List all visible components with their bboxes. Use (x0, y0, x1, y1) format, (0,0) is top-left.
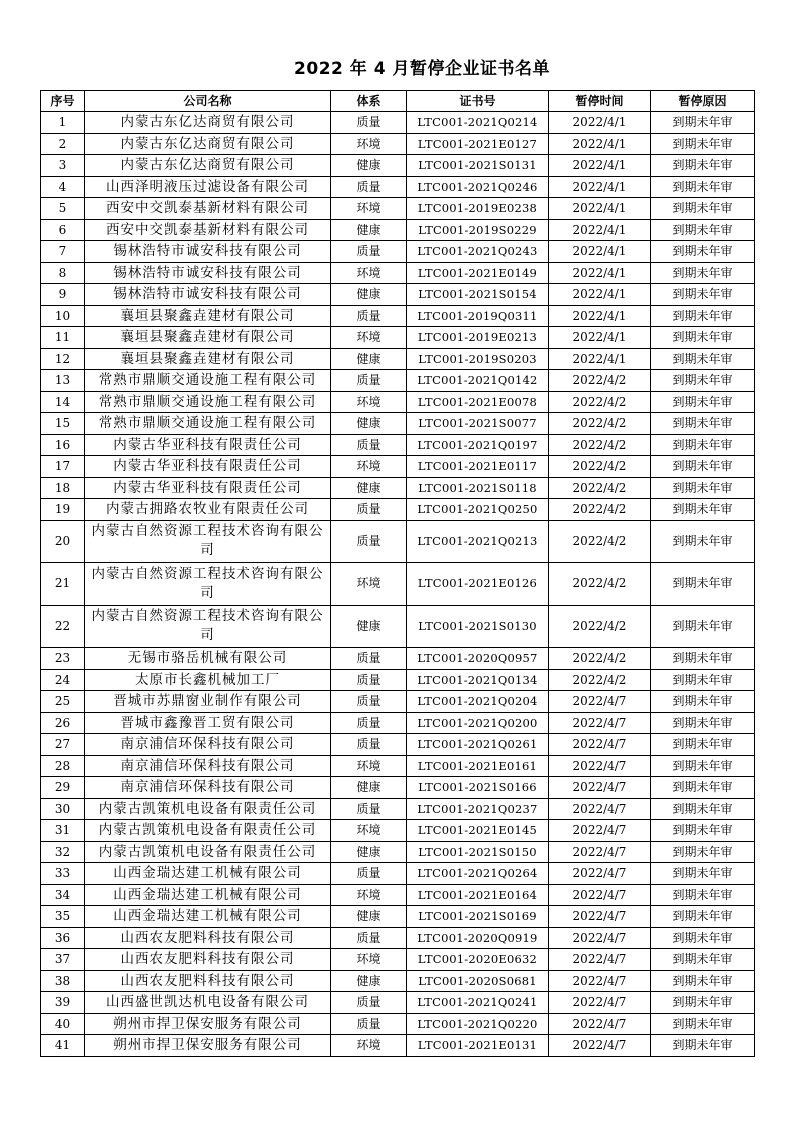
suspension-date: 2022/4/1 (549, 284, 651, 306)
suspension-date: 2022/4/1 (549, 348, 651, 370)
suspension-date: 2022/4/7 (549, 1013, 651, 1035)
system-type: 环境 (331, 198, 407, 220)
header-company: 公司名称 (85, 91, 331, 112)
company-name: 内蒙古拥路农牧业有限责任公司 (85, 499, 331, 521)
row-number: 16 (41, 434, 85, 456)
row-number: 6 (41, 219, 85, 241)
system-type: 质量 (331, 992, 407, 1014)
company-name: 襄垣县聚鑫垚建材有限公司 (85, 348, 331, 370)
suspension-date: 2022/4/1 (549, 305, 651, 327)
suspension-reason: 到期未年审 (651, 176, 755, 198)
certificate-number: LTC001-2021Q0261 (407, 734, 549, 756)
suspension-reason: 到期未年审 (651, 456, 755, 478)
row-number: 39 (41, 992, 85, 1014)
suspension-reason: 到期未年审 (651, 241, 755, 263)
suspended-certificates-table (40, 90, 755, 1057)
suspension-reason: 到期未年审 (651, 605, 755, 648)
table-row (41, 284, 755, 306)
system-type: 质量 (331, 241, 407, 263)
system-type: 健康 (331, 477, 407, 499)
company-name: 内蒙古自然资源工程技术咨询有限公司 (85, 520, 331, 563)
table-row (41, 348, 755, 370)
company-name: 山西农友肥料科技有限公司 (85, 970, 331, 992)
system-type: 环境 (331, 884, 407, 906)
certificate-number: LTC001-2021E0161 (407, 755, 549, 777)
table-row (41, 884, 755, 906)
certificate-number: LTC001-2021Q0250 (407, 499, 549, 521)
suspension-date: 2022/4/7 (549, 1035, 651, 1057)
suspension-date: 2022/4/7 (549, 798, 651, 820)
system-type: 健康 (331, 841, 407, 863)
table-row (41, 219, 755, 241)
row-number: 11 (41, 327, 85, 349)
company-name: 晋城市鑫豫晋工贸有限公司 (85, 712, 331, 734)
document-title: 2022 年 4 月暂停企业证书名单 (294, 59, 550, 79)
row-number: 41 (41, 1035, 85, 1057)
system-type: 环境 (331, 456, 407, 478)
system-type: 健康 (331, 777, 407, 799)
system-type: 健康 (331, 284, 407, 306)
company-name: 内蒙古东亿达商贸有限公司 (85, 155, 331, 177)
table-row (41, 176, 755, 198)
suspension-reason: 到期未年审 (651, 992, 755, 1014)
suspension-date: 2022/4/7 (549, 691, 651, 713)
suspension-date: 2022/4/2 (549, 605, 651, 648)
table-row (41, 133, 755, 155)
row-number: 22 (41, 605, 85, 648)
company-name: 朔州市捍卫保安服务有限公司 (85, 1035, 331, 1057)
suspension-date: 2022/4/7 (549, 906, 651, 928)
suspension-date: 2022/4/1 (549, 155, 651, 177)
certificate-number: LTC001-2021S0150 (407, 841, 549, 863)
system-type: 健康 (331, 970, 407, 992)
suspension-date: 2022/4/2 (549, 370, 651, 392)
table-row (41, 712, 755, 734)
suspension-reason: 到期未年审 (651, 520, 755, 563)
row-number: 38 (41, 970, 85, 992)
company-name: 太原市长鑫机械加工厂 (85, 669, 331, 691)
suspension-date: 2022/4/7 (549, 841, 651, 863)
table-header-row (41, 91, 755, 112)
company-name: 襄垣县聚鑫垚建材有限公司 (85, 327, 331, 349)
certificate-number: LTC001-2021Q0142 (407, 370, 549, 392)
row-number: 31 (41, 820, 85, 842)
row-number: 40 (41, 1013, 85, 1035)
suspension-date: 2022/4/2 (549, 648, 651, 670)
company-name: 内蒙古华亚科技有限责任公司 (85, 456, 331, 478)
system-type: 环境 (331, 1035, 407, 1057)
suspension-reason: 到期未年审 (651, 499, 755, 521)
certificate-number: LTC001-2021Q0243 (407, 241, 549, 263)
row-number: 26 (41, 712, 85, 734)
certificate-number: LTC001-2021S0130 (407, 605, 549, 648)
table-row (41, 327, 755, 349)
table-row (41, 198, 755, 220)
suspension-reason: 到期未年审 (651, 884, 755, 906)
certificate-number: LTC001-2020Q0957 (407, 648, 549, 670)
suspension-date: 2022/4/7 (549, 734, 651, 756)
system-type: 质量 (331, 798, 407, 820)
certificate-number: LTC001-2019S0229 (407, 219, 549, 241)
table-row (41, 992, 755, 1014)
system-type: 质量 (331, 927, 407, 949)
certificate-number: LTC001-2021S0118 (407, 477, 549, 499)
table-row (41, 477, 755, 499)
system-type: 环境 (331, 755, 407, 777)
row-number: 23 (41, 648, 85, 670)
system-type: 质量 (331, 1013, 407, 1035)
row-number: 13 (41, 370, 85, 392)
suspension-date: 2022/4/1 (549, 219, 651, 241)
company-name: 内蒙古东亿达商贸有限公司 (85, 133, 331, 155)
system-type: 质量 (331, 434, 407, 456)
suspension-date: 2022/4/2 (549, 434, 651, 456)
row-number: 27 (41, 734, 85, 756)
table-row (41, 863, 755, 885)
company-name: 西安中交凯泰基新材料有限公司 (85, 219, 331, 241)
header-reason: 暂停原因 (651, 91, 755, 112)
certificate-number: LTC001-2021Q0246 (407, 176, 549, 198)
table-row (41, 691, 755, 713)
certificate-number: LTC001-2021Q0220 (407, 1013, 549, 1035)
suspension-reason: 到期未年审 (651, 370, 755, 392)
company-name: 内蒙古凯策机电设备有限责任公司 (85, 841, 331, 863)
suspension-reason: 到期未年审 (651, 841, 755, 863)
suspension-date: 2022/4/7 (549, 755, 651, 777)
row-number: 9 (41, 284, 85, 306)
row-number: 21 (41, 563, 85, 606)
certificate-number: LTC001-2019Q0311 (407, 305, 549, 327)
suspension-date: 2022/4/2 (549, 413, 651, 435)
row-number: 1 (41, 112, 85, 134)
suspension-reason: 到期未年审 (651, 927, 755, 949)
certificate-number: LTC001-2021E0127 (407, 133, 549, 155)
system-type: 环境 (331, 391, 407, 413)
suspension-date: 2022/4/1 (549, 176, 651, 198)
row-number: 34 (41, 884, 85, 906)
row-number: 29 (41, 777, 85, 799)
suspension-reason: 到期未年审 (651, 734, 755, 756)
row-number: 30 (41, 798, 85, 820)
suspension-reason: 到期未年审 (651, 777, 755, 799)
header-system: 体系 (331, 91, 407, 112)
row-number: 5 (41, 198, 85, 220)
table-row (41, 520, 755, 563)
suspension-reason: 到期未年审 (651, 712, 755, 734)
suspension-date: 2022/4/7 (549, 712, 651, 734)
system-type: 质量 (331, 648, 407, 670)
certificate-number: LTC001-2021S0131 (407, 155, 549, 177)
company-name: 内蒙古凯策机电设备有限责任公司 (85, 798, 331, 820)
system-type: 健康 (331, 413, 407, 435)
suspension-reason: 到期未年审 (651, 219, 755, 241)
suspension-reason: 到期未年审 (651, 327, 755, 349)
row-number: 4 (41, 176, 85, 198)
suspension-reason: 到期未年审 (651, 155, 755, 177)
system-type: 健康 (331, 348, 407, 370)
suspension-reason: 到期未年审 (651, 755, 755, 777)
row-number: 12 (41, 348, 85, 370)
company-name: 内蒙古东亿达商贸有限公司 (85, 112, 331, 134)
suspension-reason: 到期未年审 (651, 691, 755, 713)
suspension-reason: 到期未年审 (651, 563, 755, 606)
row-number: 20 (41, 520, 85, 563)
suspension-date: 2022/4/1 (549, 241, 651, 263)
table-row (41, 669, 755, 691)
row-number: 33 (41, 863, 85, 885)
suspension-reason: 到期未年审 (651, 198, 755, 220)
suspension-date: 2022/4/1 (549, 262, 651, 284)
table-row (41, 734, 755, 756)
suspension-date: 2022/4/2 (549, 456, 651, 478)
suspension-date: 2022/4/7 (549, 992, 651, 1014)
system-type: 质量 (331, 112, 407, 134)
system-type: 质量 (331, 176, 407, 198)
system-type: 质量 (331, 863, 407, 885)
row-number: 15 (41, 413, 85, 435)
suspension-reason: 到期未年审 (651, 348, 755, 370)
system-type: 环境 (331, 820, 407, 842)
company-name: 内蒙古华亚科技有限责任公司 (85, 477, 331, 499)
suspension-date: 2022/4/1 (549, 327, 651, 349)
suspension-date: 2022/4/7 (549, 777, 651, 799)
certificate-number: LTC001-2019E0213 (407, 327, 549, 349)
header-certificate: 证书号 (407, 91, 549, 112)
company-name: 锡林浩特市诚安科技有限公司 (85, 284, 331, 306)
certificate-number: LTC001-2021S0169 (407, 906, 549, 928)
company-name: 山西金瑞达建工机械有限公司 (85, 906, 331, 928)
company-name: 南京浦信环保科技有限公司 (85, 755, 331, 777)
system-type: 质量 (331, 712, 407, 734)
suspension-reason: 到期未年审 (651, 262, 755, 284)
suspension-reason: 到期未年审 (651, 1013, 755, 1035)
certificate-number: LTC001-2020E0632 (407, 949, 549, 971)
table-row (41, 413, 755, 435)
suspension-date: 2022/4/2 (549, 563, 651, 606)
table-row (41, 1013, 755, 1035)
row-number: 14 (41, 391, 85, 413)
table-row (41, 820, 755, 842)
system-type: 质量 (331, 520, 407, 563)
certificate-number: LTC001-2021Q0200 (407, 712, 549, 734)
row-number: 17 (41, 456, 85, 478)
suspension-reason: 到期未年审 (651, 949, 755, 971)
table-row (41, 1035, 755, 1057)
table-row (41, 798, 755, 820)
suspension-reason: 到期未年审 (651, 391, 755, 413)
table-row (41, 755, 755, 777)
certificate-number: LTC001-2021E0149 (407, 262, 549, 284)
system-type: 健康 (331, 605, 407, 648)
system-type: 环境 (331, 949, 407, 971)
certificate-number: LTC001-2021Q0241 (407, 992, 549, 1014)
table-row (41, 841, 755, 863)
certificate-number: LTC001-2021E0117 (407, 456, 549, 478)
company-name: 南京浦信环保科技有限公司 (85, 777, 331, 799)
suspension-reason: 到期未年审 (651, 798, 755, 820)
suspension-reason: 到期未年审 (651, 284, 755, 306)
suspension-date: 2022/4/2 (549, 520, 651, 563)
company-name: 常熟市鼎顺交通设施工程有限公司 (85, 413, 331, 435)
suspension-date: 2022/4/7 (549, 863, 651, 885)
company-name: 常熟市鼎顺交通设施工程有限公司 (85, 370, 331, 392)
company-name: 锡林浩特市诚安科技有限公司 (85, 241, 331, 263)
certificate-number: LTC001-2021Q0134 (407, 669, 549, 691)
certificate-number: LTC001-2021E0126 (407, 563, 549, 606)
suspension-date: 2022/4/7 (549, 820, 651, 842)
suspension-reason: 到期未年审 (651, 970, 755, 992)
suspension-reason: 到期未年审 (651, 820, 755, 842)
certificate-number: LTC001-2020S0681 (407, 970, 549, 992)
suspension-date: 2022/4/2 (549, 391, 651, 413)
table-row (41, 391, 755, 413)
suspension-reason: 到期未年审 (651, 863, 755, 885)
system-type: 健康 (331, 219, 407, 241)
row-number: 19 (41, 499, 85, 521)
row-number: 28 (41, 755, 85, 777)
company-name: 锡林浩特市诚安科技有限公司 (85, 262, 331, 284)
system-type: 质量 (331, 669, 407, 691)
certificate-number: LTC001-2021E0164 (407, 884, 549, 906)
company-name: 无锡市骆岳机械有限公司 (85, 648, 331, 670)
row-number: 36 (41, 927, 85, 949)
table-row (41, 563, 755, 606)
company-name: 常熟市鼎顺交通设施工程有限公司 (85, 391, 331, 413)
system-type: 环境 (331, 563, 407, 606)
company-name: 南京浦信环保科技有限公司 (85, 734, 331, 756)
table-row (41, 112, 755, 134)
header-date: 暂停时间 (549, 91, 651, 112)
table-row (41, 777, 755, 799)
company-name: 山西金瑞达建工机械有限公司 (85, 863, 331, 885)
certificate-number: LTC001-2021E0145 (407, 820, 549, 842)
suspension-reason: 到期未年审 (651, 906, 755, 928)
table-row (41, 906, 755, 928)
table-row (41, 648, 755, 670)
suspension-reason: 到期未年审 (651, 669, 755, 691)
table-row (41, 241, 755, 263)
row-number: 32 (41, 841, 85, 863)
suspension-reason: 到期未年审 (651, 648, 755, 670)
row-number: 7 (41, 241, 85, 263)
system-type: 质量 (331, 691, 407, 713)
system-type: 健康 (331, 906, 407, 928)
table-row (41, 370, 755, 392)
certificate-number: LTC001-2021Q0213 (407, 520, 549, 563)
suspension-date: 2022/4/7 (549, 949, 651, 971)
row-number: 2 (41, 133, 85, 155)
table-row (41, 927, 755, 949)
suspension-date: 2022/4/1 (549, 112, 651, 134)
system-type: 环境 (331, 133, 407, 155)
company-name: 山西农友肥料科技有限公司 (85, 949, 331, 971)
suspension-reason: 到期未年审 (651, 477, 755, 499)
row-number: 8 (41, 262, 85, 284)
certificate-number: LTC001-2020Q0919 (407, 927, 549, 949)
company-name: 西安中交凯泰基新材料有限公司 (85, 198, 331, 220)
company-name: 襄垣县聚鑫垚建材有限公司 (85, 305, 331, 327)
company-name: 内蒙古自然资源工程技术咨询有限公司 (85, 563, 331, 606)
suspension-date: 2022/4/2 (549, 499, 651, 521)
row-number: 10 (41, 305, 85, 327)
table-row (41, 155, 755, 177)
certificate-number: LTC001-2021S0166 (407, 777, 549, 799)
table-row (41, 949, 755, 971)
certificate-number: LTC001-2021Q0237 (407, 798, 549, 820)
company-name: 山西金瑞达建工机械有限公司 (85, 884, 331, 906)
suspension-date: 2022/4/7 (549, 970, 651, 992)
row-number: 3 (41, 155, 85, 177)
row-number: 18 (41, 477, 85, 499)
company-name: 山西农友肥料科技有限公司 (85, 927, 331, 949)
company-name: 晋城市苏鼎窗业制作有限公司 (85, 691, 331, 713)
suspension-reason: 到期未年审 (651, 413, 755, 435)
system-type: 环境 (331, 262, 407, 284)
suspension-date: 2022/4/7 (549, 884, 651, 906)
company-name: 内蒙古凯策机电设备有限责任公司 (85, 820, 331, 842)
suspension-reason: 到期未年审 (651, 133, 755, 155)
suspension-reason: 到期未年审 (651, 1035, 755, 1057)
certificate-number: LTC001-2021Q0204 (407, 691, 549, 713)
row-number: 25 (41, 691, 85, 713)
system-type: 质量 (331, 305, 407, 327)
header-number: 序号 (41, 91, 85, 112)
certificate-number: LTC001-2019E0238 (407, 198, 549, 220)
suspension-reason: 到期未年审 (651, 434, 755, 456)
certificate-number: LTC001-2021Q0197 (407, 434, 549, 456)
table-row (41, 434, 755, 456)
certificate-number: LTC001-2019S0203 (407, 348, 549, 370)
suspension-date: 2022/4/2 (549, 477, 651, 499)
certificate-number: LTC001-2021E0078 (407, 391, 549, 413)
system-type: 质量 (331, 734, 407, 756)
system-type: 健康 (331, 155, 407, 177)
table-row (41, 970, 755, 992)
suspension-date: 2022/4/1 (549, 133, 651, 155)
suspension-date: 2022/4/7 (549, 927, 651, 949)
suspension-date: 2022/4/2 (549, 669, 651, 691)
table-row (41, 456, 755, 478)
table-row (41, 262, 755, 284)
company-name: 内蒙古自然资源工程技术咨询有限公司 (85, 605, 331, 648)
company-name: 山西盛世凯达机电设备有限公司 (85, 992, 331, 1014)
company-name: 内蒙古华亚科技有限责任公司 (85, 434, 331, 456)
company-name: 朔州市捍卫保安服务有限公司 (85, 1013, 331, 1035)
certificate-number: LTC001-2021Q0264 (407, 863, 549, 885)
certificate-number: LTC001-2021S0154 (407, 284, 549, 306)
suspension-reason: 到期未年审 (651, 305, 755, 327)
row-number: 24 (41, 669, 85, 691)
company-name: 山西泽明液压过滤设备有限公司 (85, 176, 331, 198)
suspension-date: 2022/4/1 (549, 198, 651, 220)
table-row (41, 305, 755, 327)
system-type: 环境 (331, 327, 407, 349)
row-number: 35 (41, 906, 85, 928)
system-type: 质量 (331, 499, 407, 521)
table-row (41, 605, 755, 648)
row-number: 37 (41, 949, 85, 971)
certificate-number: LTC001-2021S0077 (407, 413, 549, 435)
certificate-number: LTC001-2021E0131 (407, 1035, 549, 1057)
suspension-reason: 到期未年审 (651, 112, 755, 134)
certificate-number: LTC001-2021Q0214 (407, 112, 549, 134)
table-row (41, 499, 755, 521)
system-type: 质量 (331, 370, 407, 392)
